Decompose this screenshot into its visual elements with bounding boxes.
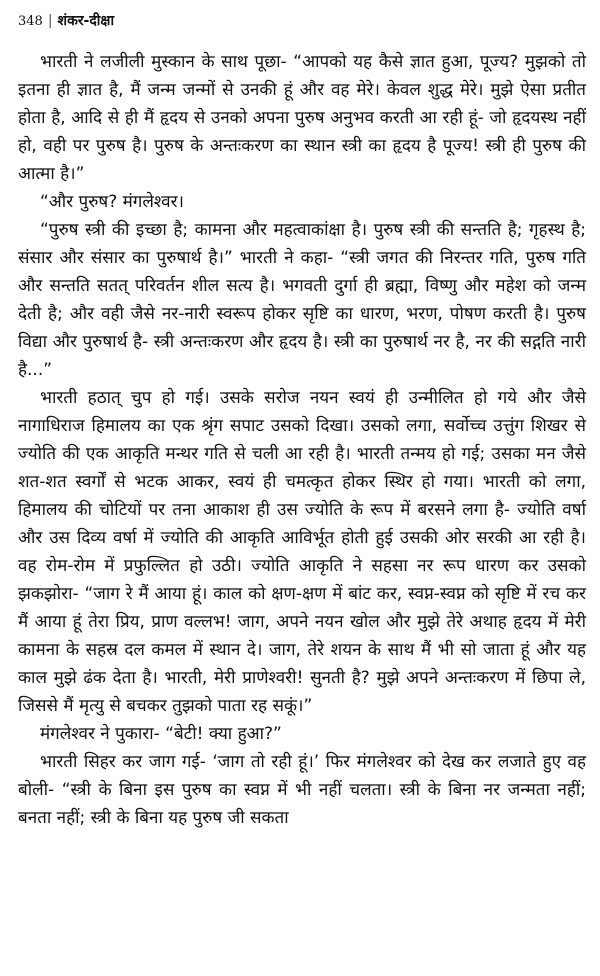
paragraph-5: मंगलेश्वर ने पुकारा- “बेटी! क्या हुआ?” <box>40 724 282 744</box>
paragraph-1: भारती ने लजीली मुस्कान के साथ पूछा- “आपको यह कैसे ज्ञात हुआ, पूज्य? मुझको तो इतना ही ज्ञात है, मैं जन्म जन्मों से उनकी हूं और वह मेरे। केवल शुद्ध मेरे। मुझे ऐसा प्रतीत होता है, आदि से ही मैं हृदय से उनको अपना पुरुष अनुभव करती आ रही हूं- जो हृदयस्थ नहीं हो, वही पर पुरुष है। पुरुष के अन्तःकरण का स्थान स्त्री का हृदय है पूज्य! स्त्री ही पुरुष की आत्मा है।” <box>18 52 586 184</box>
page-header <box>18 10 586 32</box>
book-title: शंकर-दीक्षा <box>57 13 115 29</box>
paragraph-3: “पुरुष स्त्री की इच्छा है; कामना और महत्वाकांक्षा है। पुरुष स्त्री की सन्तति है; गृहस्थ है; संसार और संसार का पुरुषार्थ है।” भारती ने कहा- “स्त्री जगत की निरन्तर गति, पुरुष गति और सन्तति सतत् परिवर्तन शील सत्य है। भगवती दुर्गा ही ब्रह्मा, विष्णु और महेश को जन्म देती है; और वही जैसे नर-नारी स्वरूप होकर सृष्टि का धारण, भरण, पोषण करती है। पुरुष विद्या और पुरुषार्थ है- स्त्री अन्तःकरण और हृदय है। स्त्री का पुरुषार्थ नर है, नर की सद्गति नारी है...” <box>18 220 586 380</box>
paragraph-2: “और पुरुष? मंगलेश्वर। <box>40 192 184 212</box>
page-number: 348 <box>18 14 43 29</box>
page-body <box>18 48 586 832</box>
paragraph-6: भारती सिहर कर जाग गई- ‘जाग तो रही हूं।’ फिर मंगलेश्वर को देख कर लजाते हुए वह बोली- “स्त्री के बिना इस पुरुष का स्वप्न में भी नहीं चलता। स्त्री के बिना नर जन्मता नहीं; बनता नहीं; स्त्री के बिना यह पुरुष जी सकता <box>18 752 586 828</box>
header-separator: | <box>47 13 53 29</box>
paragraph-4: भारती हठात् चुप हो गई। उसके सरोज नयन स्वयं ही उन्मीलित हो गये और जैसे नागाधिराज हिमालय का एक श्रृंग सपाट उसको दिखा। उसको लगा, सर्वोच्च उत्तुंग शिखर से ज्योति की एक आकृति मन्थर गति से चली आ रही है। भारती तन्मय हो गई; उसका मन जैसे शत-शत स्वर्गों से भटक आकर, स्वयं ही चमत्कृत होकर स्थिर हो गया। भारती को लगा, हिमालय की चोटियों पर तना आकाश ही उस ज्योति के रूप में बरसने लगा है- ज्योति वर्षा और उस दिव्य वर्षा में ज्योति की आकृति आविर्भूत होती हुई उसकी ओर सरकी आ रही है। वह रोम-रोम में प्रफुल्लित हो उठी। ज्योति आकृति ने सहसा नर रूप धारण कर उसको झकझोरा- “जाग रे मैं आया हूं। काल को क्षण-क्षण में बांट कर, स्वप्न-स्वप्न को सृष्टि में रच कर मैं आया हूं तेरा प्रिय, प्राण वल्लभ! जाग, अपने नयन खोल और मुझे तेरे अथाह हृदय में मेरी कामना के सहस्र दल कमल में स्थान दे। जाग, तेरे शयन के साथ मैं भी सो जाता हूं और यह काल मुझे ढंक देता है। भारती, मेरी प्राणेश्वरी! सुनती है? मुझे अपने अन्तःकरण में छिपा ले, जिससे मैं मृत्यु से बचकर तुझको पाता रह सकूं।” <box>18 388 586 716</box>
